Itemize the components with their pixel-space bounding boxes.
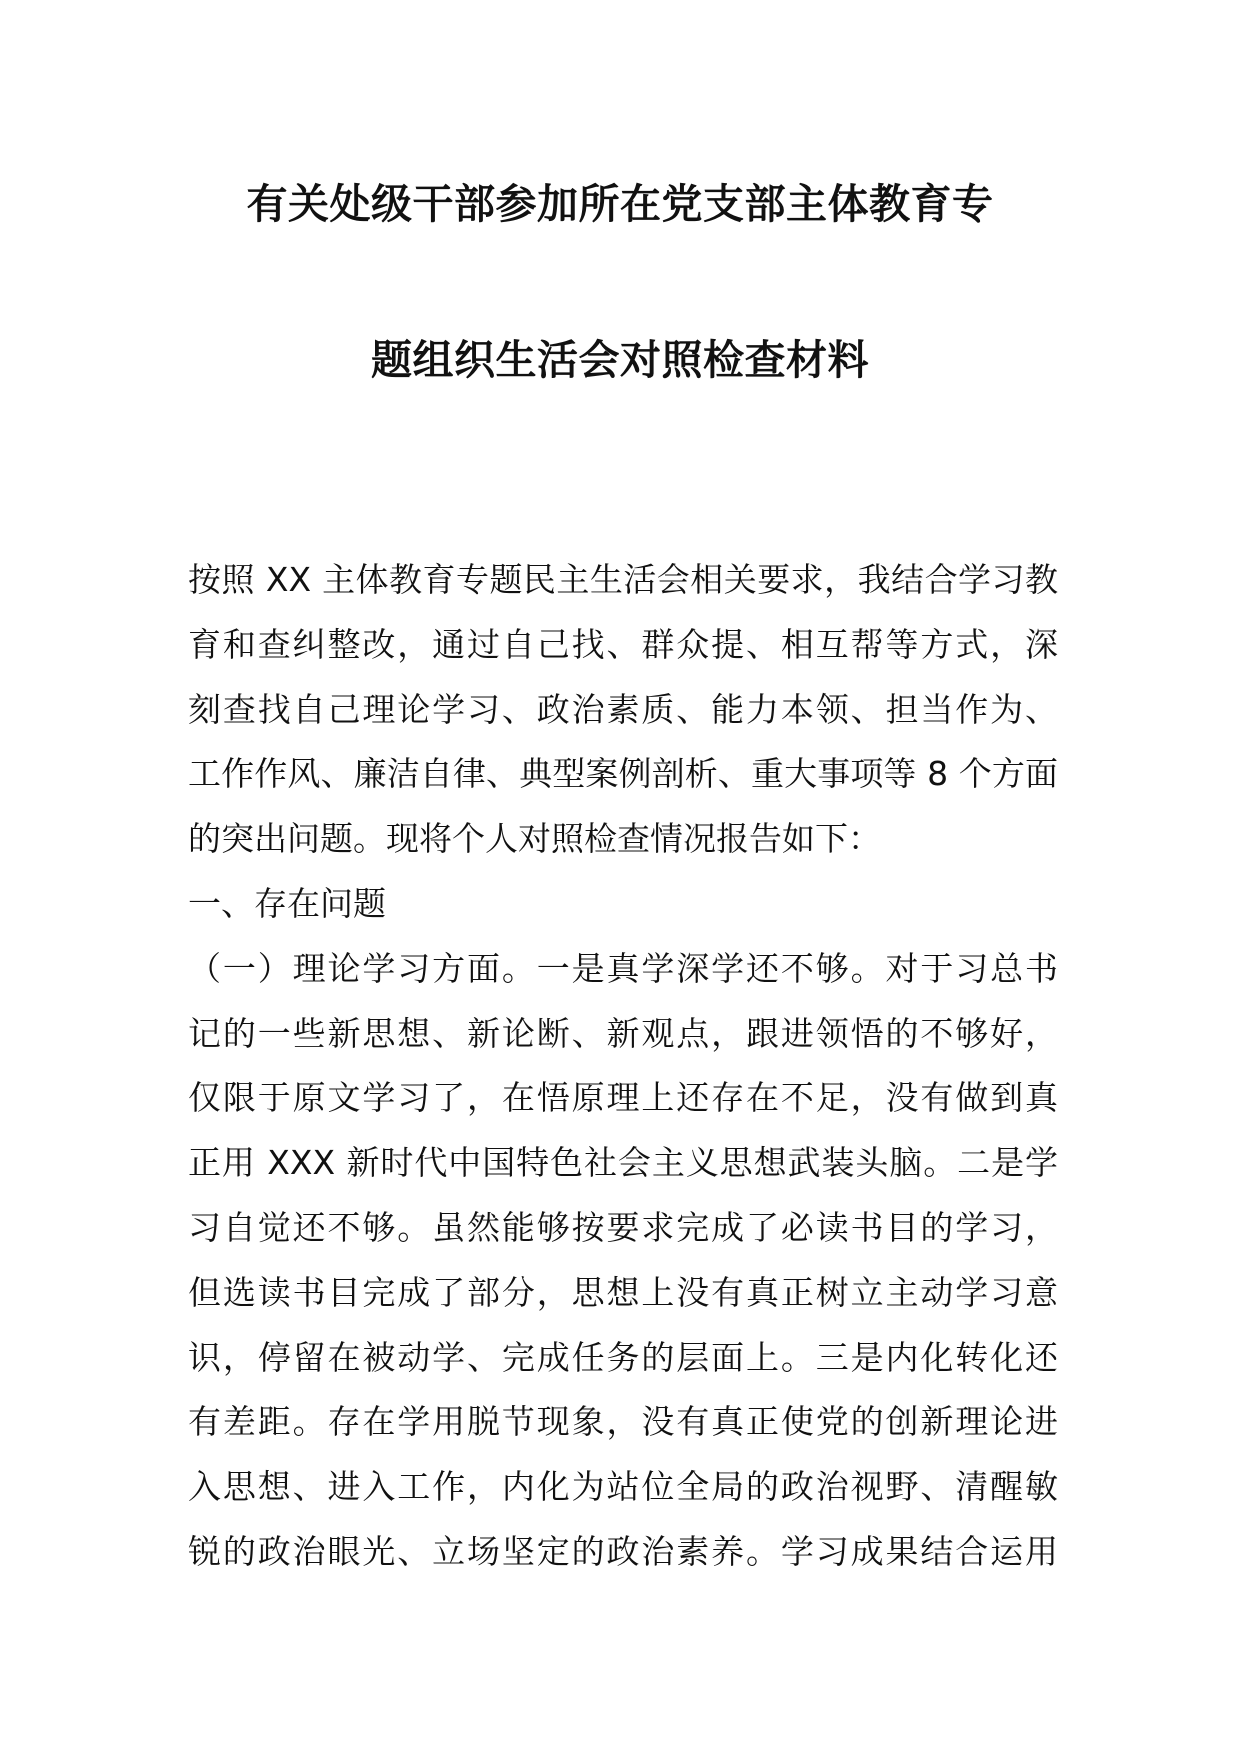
body-line: 按照 XX 主体教育专题民主生活会相关要求，我结合学习教 <box>188 560 1058 599</box>
body-line: 育和查纠整改，通过自己找、群众提、相互帮等方式，深 <box>188 624 1058 664</box>
document-title-line-1: 有关处级干部参加所在党支部主体教育专 <box>246 180 994 228</box>
document-body <box>188 548 1058 1585</box>
body-line: 刻查找自己理论学习、政治素质、能力本领、担当作为、 <box>188 689 1058 729</box>
body-line: 工作作风、廉洁自律、典型案例剖析、重大事项等 8 个方面 <box>188 754 1058 794</box>
body-line: 锐的政治眼光、立场坚定的政治素养。学习成果结合运用 <box>188 1531 1058 1571</box>
body-line: 记的一些新思想、新论断、新观点，跟进领悟的不够好， <box>188 1013 1058 1053</box>
body-line: 仅限于原文学习了，在悟原理上还存在不足，没有做到真 <box>188 1078 1058 1118</box>
body-line: 但选读书目完成了部分，思想上没有真正树立主动学习意 <box>188 1272 1058 1312</box>
body-line: 入思想、进入工作，内化为站位全局的政治视野、清醒敏 <box>188 1467 1058 1507</box>
body-line: 有差距。存在学用脱节现象，没有真正使党的创新理论进 <box>188 1402 1058 1442</box>
body-line: 正用 XXX 新时代中国特色社会主义思想武装头脑。二是学 <box>188 1143 1058 1183</box>
body-line: （一）理论学习方面。一是真学深学还不够。对于习总书 <box>188 948 1058 988</box>
body-line: 识，停留在被动学、完成任务的层面上。三是内化转化还 <box>188 1337 1058 1377</box>
body-line: 的突出问题。现将个人对照检查情况报告如下： <box>188 819 881 859</box>
document-title-line-2: 题组织生活会对照检查材料 <box>371 336 869 384</box>
body-line: 习自觉还不够。虽然能够按要求完成了必读书目的学习， <box>188 1207 1058 1247</box>
section-heading: 一、存在问题 <box>188 883 386 923</box>
